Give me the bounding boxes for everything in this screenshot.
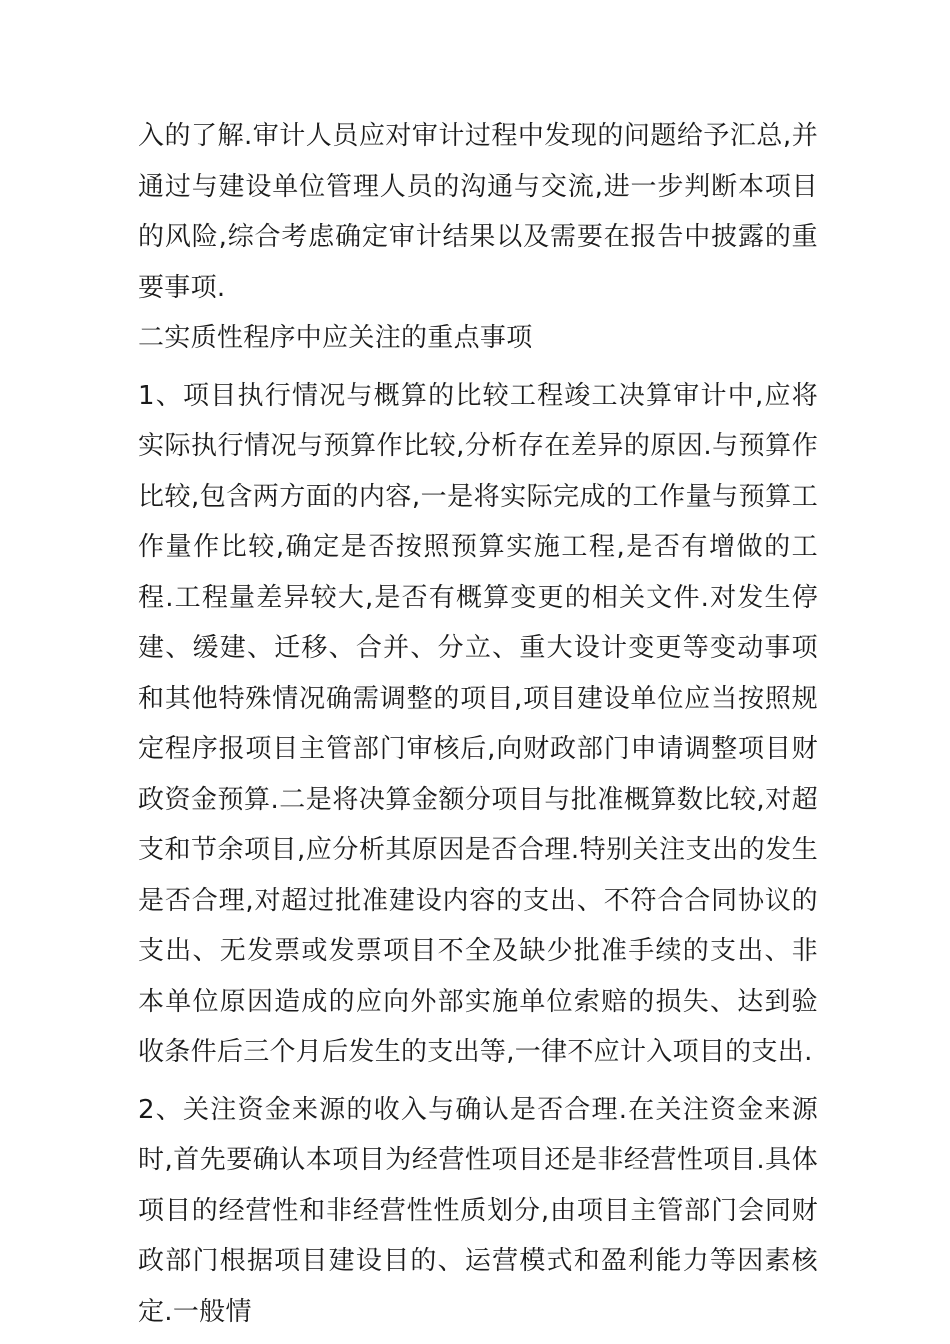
paragraph-item-1: 1、项目执行情况与概算的比较工程竣工决算审计中,应将实际执行情况与预算作比较,分析存在差异的原因.与预算作比较,包含两方面的内容,一是将实际完成的工作量与预算工作量作比较,确定是否按照预算实施工程,是否有增做的工程.工程量差异较大,是否有概算变更的相关文件.对发生停建、缓建、迁移、合并、分立、重大设计变更等变动事项和其他特殊情况确需调整的项目,项目建设单位应当按照规定程序报项目主管部门审核后,向财政部门申请调整项目财政资金预算.二是将决算金额分项目与批准概算数比较,对超支和节余项目,应分析其原因是否合理.特别关注支出的发生是否合理,对超过批准建设内容的支出、不符合合同协议的支出、无发票或发票项目不全及缺少批准手续的支出、非本单位原因造成的应向外部实施单位索赔的损失、达到验收条件后三个月后发生的支出等,一律不应计入项目的支出.	[138, 380, 818, 1067]
section-heading: 二实质性程序中应关注的重点事项	[138, 323, 533, 353]
paragraph-item-2: 2、关注资金来源的收入与确认是否合理.在关注资金来源时,首先要确认本项目为经营性项目还是非经营性项目.具体项目的经营性和非经营性性质划分,由项目主管部门会同财政部门根据项目建设目的、运营模式和盈利能力等因素核定.一般情	[138, 1094, 818, 1327]
paragraph-intro-continuation: 入的了解.审计人员应对审计过程中发现的问题给予汇总,并通过与建设单位管理人员的沟通与交流,进一步判断本项目的风险,综合考虑确定审计结果以及需要在报告中披露的重要事项.	[138, 121, 818, 303]
document-body	[138, 111, 818, 1337]
